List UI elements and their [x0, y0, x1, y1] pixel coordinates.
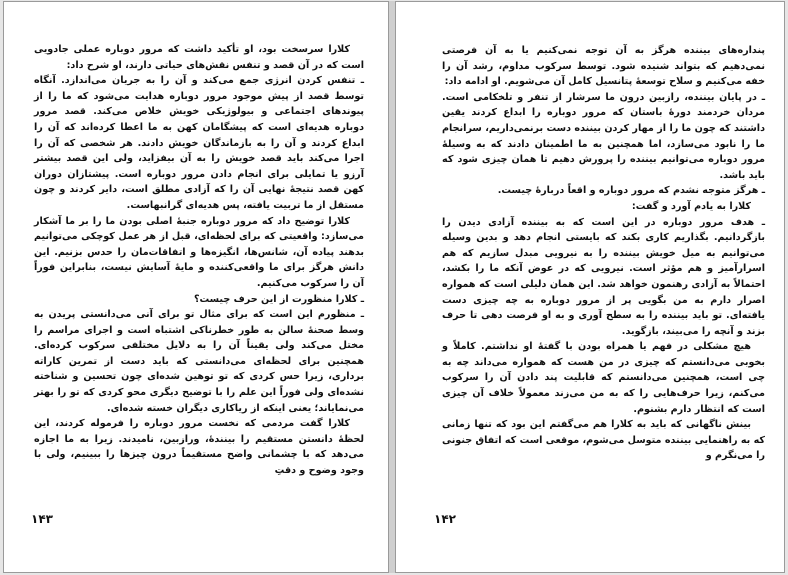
right-page [395, 1, 785, 573]
paragraph: پنداره‌های بیننده هرگز به آن توجه نمی‌کنیم یا به آن فرصتی نمی‌دهیم که بتواند شنیده شود. توسط سرکوب مداوم، رشد آن را خفه می‌کنیم و سلاح توسعهٔ پتانسیل کامل آن می‌شویم. او ادامه داد: [442, 45, 765, 88]
left-page [3, 1, 389, 573]
paragraph: ـ هرگز متوجه نشدم که مرور دوباره و اقعاً دربارهٔ چیست. [497, 185, 765, 197]
paragraph: ـ در پایان بیننده، رازبین درون ما سرشار از تنفر و تلخکامی است. مردان خردمند دورهٔ باستان که مرور دوباره را ابداع کردند یقین داشتند که چون ما را از مهار کردن بیننده دست برنمی‌داریم، سرانجام ما را نابود می‌سازد، اما همچنین به ما اطمینان دادند که به وسیلهٔ مرور دوباره می‌توانیم بیننده را پرورش دهیم تا همان چیزی شود که باید باشد. [442, 91, 765, 181]
page-number: ۱۴۲ [434, 512, 456, 526]
paragraph: ـ منظورم این است که برای مثال تو برای آنی می‌دانستی پریدن به وسط صحنهٔ سالن به طور خطرناکی اشتباه است و اجرای مراسم را مختل می‌کند ولی یقیناً آن را به دلایل مختلفی سرکوب کرده‌ای. همچنین برای لحظه‌ای می‌دانستی که باید دست از تمرین کاراته برداری، زیرا حس کردی که تو توهین شده‌ای چون تحسین و شناخته نشده‌ای ولی فوراً این علم را با توضیح دیگری محو کردی که تو را بهتر می‌نمایاند؛ یعنی اینکه از ریاکاری دیگران خسته شده‌ای. [34, 309, 364, 414]
page-number: ۱۴۳ [31, 512, 53, 526]
paragraph: کلارا گفت مردمی که نخست مرور دوباره را فرموله کردند، این لحظهٔ دانستن مستقیم را بینندهٔ، ورازبین، نامیدند. زیرا به ما اجازه می‌دهد که با چشمانی واضح مستقیماً درون چیزها را ببینیم، ولی با وجود وضوح و دقتِ [34, 418, 364, 477]
left-page-text [34, 42, 364, 479]
paragraph: کلارا توضیح داد که مرور دوباره جنبهٔ اصلی بودن ما را بر ما آشکار می‌سازد: واقعیتی که برای لحظه‌ای، قبل از هر عمل کوچکی می‌توانیم بدهند پیاده آن، شانس‌ها، انگیزه‌ها و اتفاقات‌مان را حدس بزنیم. این دانش هرگز برای ما واقعی‌کننده و مایهٔ آسایش نیست، بنابراین فوراً آن را سرکوب می‌کنیم. [34, 215, 364, 289]
paragraph: ـ کلارا منظورت از این حرف چیست؟ [193, 293, 364, 305]
paragraph: ـ هدف مرور دوباره در این است که به بیننده آزادی دیدن را بازگردانیم. بگذاریم کاری بکند که بایستی انجام دهد و بدین وسیله می‌توانیم به میل خویش بیننده را به نیرویی مبدل سازیم که هم اسرارآمیز و هم مؤثر است. نیرویی که در عوض آنکه ما را بکشد، احتمالاً به آزادی رهنمون خواهد شد. این همان دلیلی است که همواره اصرار دارم به من بگویی پر از مرور دوباره به چه چیزی دست یافته‌ای. تو باید بیننده را به سطح آوری و به او فرصت دهی تا حرف بزند و آنچه را می‌بیند، بازگوید. [442, 216, 765, 337]
paragraph: کلارا سرسخت بود، او تأکید داشت که مرور دوباره عملی جادویی است که در آن قصد و تنفس نقش‌های حیاتی دارند، او شرح داد: [34, 44, 364, 71]
paragraph: هیچ مشکلی در فهم یا همراه بودن با گفته‌ٔ او نداشتم. کاملاً و بخوبی می‌دانستم که چیزی در من هست که همواره می‌داند چه به چی است، همچنین می‌دانستم که قابلیت پند دادن آن را سرکوب می‌کنم، زیرا حرف‌هایی را که به من می‌زند معمولاً خلاف آن چیزی است که انتظار دارم بشنوم. [442, 341, 765, 415]
right-page-text [442, 43, 765, 464]
paragraph: بینش ناگهانی که باید به کلارا هم می‌گفتم این بود که تنها زمانی که به راهنمایی بیننده متوسل می‌شوم، موقعی است که اتفاق جنونی را می‌نگرم و [442, 419, 765, 462]
paragraph: ـ تنفس کردن انرژی جمع می‌کند و آن را به جریان می‌اندازد. آنگاه توسط قصد از پیش موجود مرور دوباره هدایت می‌شود که ما را از پیوندهای اجتماعی و بیولوژیکی خویش خلاص می‌کند. قصد مرور دوباره هدیه‌ای است که پیشگامان کهن به ما اعطا کرده‌اند که آن را ابداع کردند و آن را به بازماندگان خویش دادند. هر شخصی که آن را اجرا می‌کند باید قصد خویش را به آن بیفزاید، ولی این قصد بیشتر آرزو یا تمایلی برای انجام دادن مرور دوباره است. پیشتازان دوران کهن قصد نتیجهٔ نهایی آن را که آزادی مطلق است، دایر کردند و چون مستقل از ما تربیت یافته، پس هدیه‌ای گرانبهاست. [34, 75, 364, 211]
paragraph: کلارا به یادم آورد و گفت: [631, 200, 751, 212]
